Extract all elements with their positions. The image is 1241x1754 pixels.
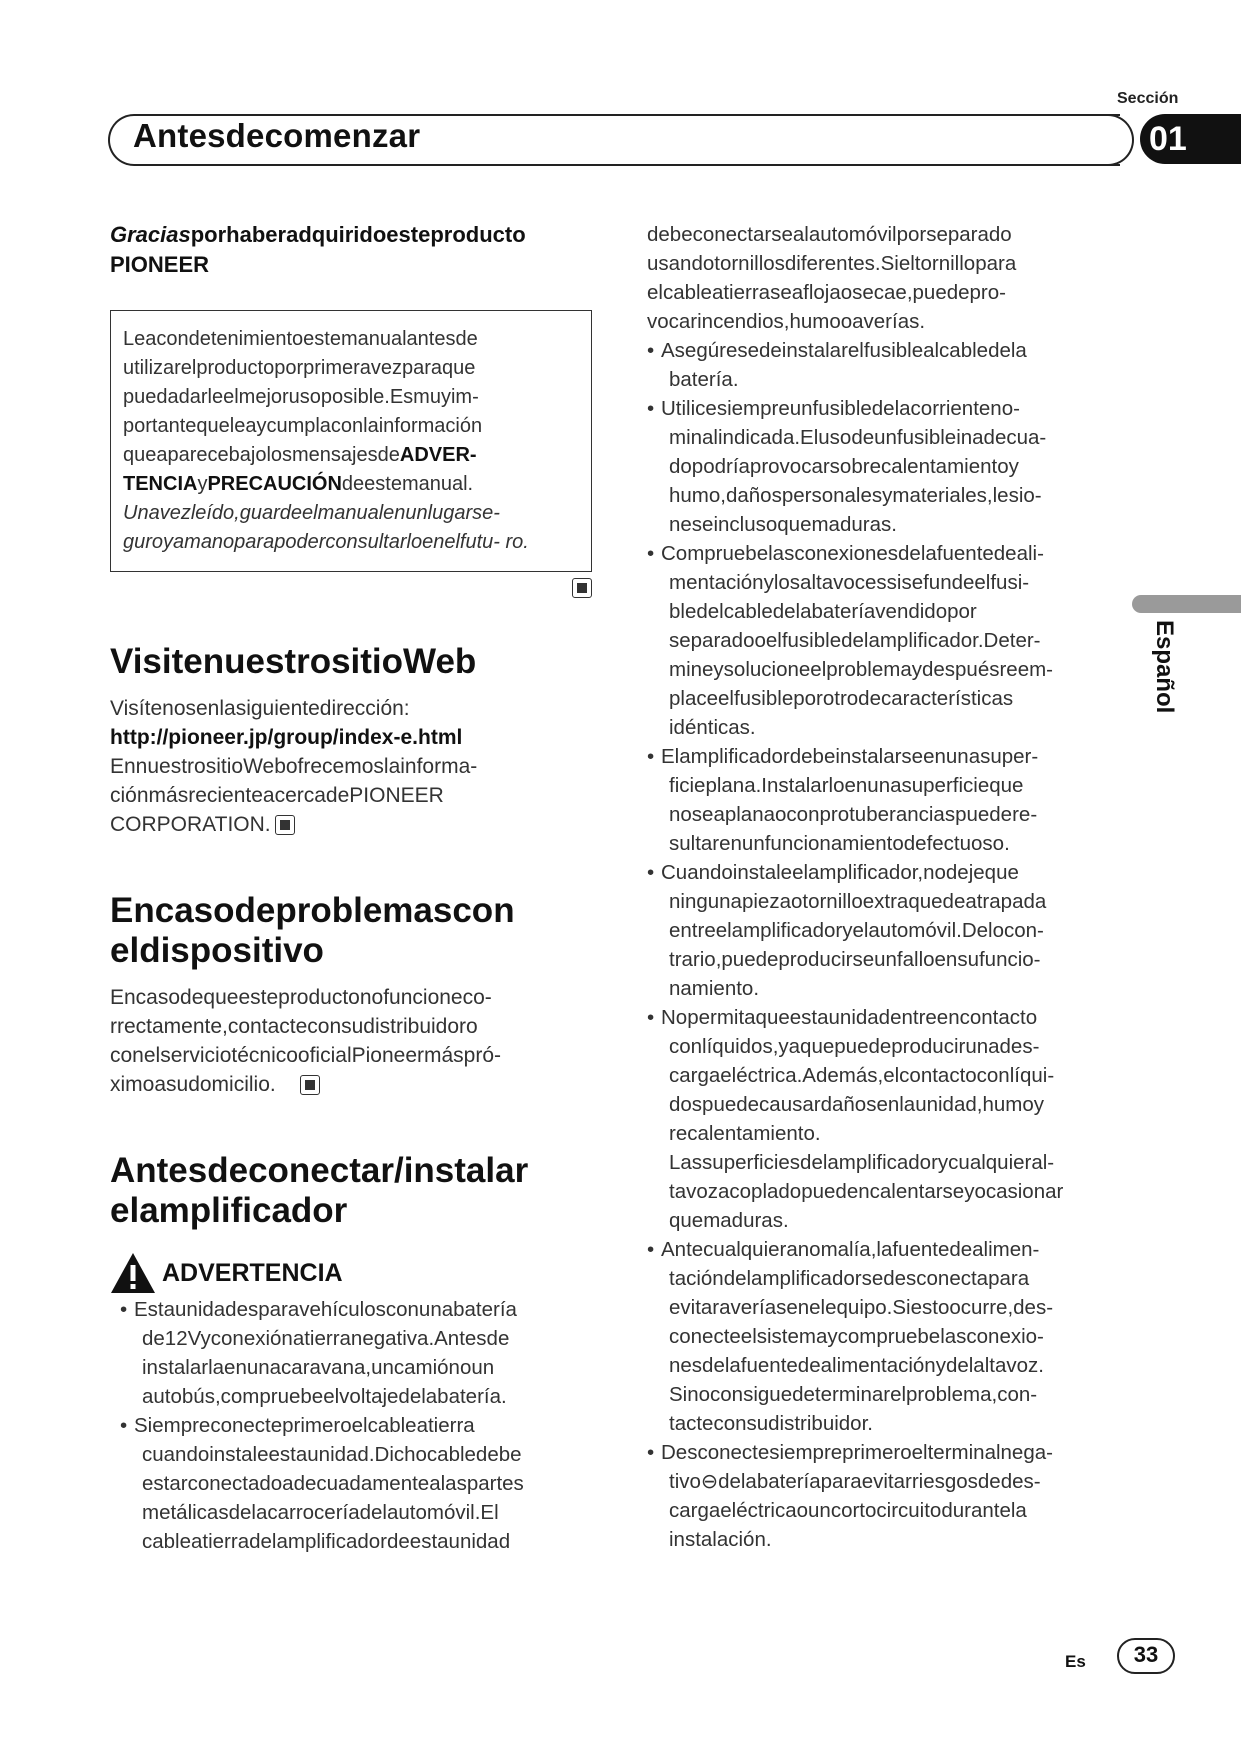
intro-title <box>110 220 590 280</box>
notice-box <box>110 310 592 572</box>
list-item: • Compruebelasconexionesdelafuentedeali- mentaciónylosaltavocessisefundeelfusi- bledelcabledelabateríavendidopor separadooelfusibledelamplificador.Deter- mineysolucioneelproblemaydespuésreem- placeelfusibleporotrodecaracterísticas idénticas. <box>637 539 1097 742</box>
page-number: 33 <box>1117 1638 1175 1674</box>
right-column <box>637 220 1097 1554</box>
warning-list-right-2 <box>637 1235 1097 1554</box>
website-section <box>110 642 590 839</box>
list-item: • Elamplificadordebeinstalarseenunasuper- ficieplana.Instalarloenunasuperficieque noseaplanaoconprotuberanciaspuedere- sultarenunfuncionamientodefectuoso. <box>637 742 1097 858</box>
warning-list-left <box>110 1295 590 1556</box>
warning-label: ADVERTENCIA <box>162 1258 343 1287</box>
problems-text: Encasodequeesteproductonofuncioneco- rrectamente,contacteconsudistribuidoro conelserviciotécnicooficialPioneermáspró- ximoasudomicilio. <box>110 986 502 1096</box>
list-item: • Utilicesiempreunfusibledelacorrienteno- minalindicada.Elusodeunfusibleinadecua- dopodríaprovocarsobrecalentamientoy humo,dañospersonalesymateriales,lesio- neseinclusoquemaduras. <box>637 394 1097 539</box>
warning-heading <box>110 1251 590 1295</box>
continued-paragraph: debeconectarsealautomóvilporseparado usandotornillosdiferentes.Sieltornillopara elcableatierraseaflojaosecae,puedepro- vocarincendios,humooaverías. <box>647 223 1017 333</box>
footer-language-code: Es <box>1065 1652 1086 1671</box>
problems-body <box>110 983 590 1099</box>
notice-text-3: deestemanual. <box>341 473 474 495</box>
install-heading: Antesdeconectar/instalar elamplificador <box>110 1151 529 1230</box>
section-end-icon <box>275 815 295 835</box>
notice-text-2: y <box>197 473 208 495</box>
intro-title-brand: PIONEER <box>110 252 210 277</box>
end-mark-row <box>110 578 592 604</box>
chapter-title: Antesdecomenzar <box>133 117 421 154</box>
list-item: • Asegúresedeinstalarelfusiblealcabledela batería. <box>637 336 1097 394</box>
left-column <box>110 220 590 1556</box>
notice-bold-caution: PRECAUCIÓN <box>207 473 342 495</box>
warning-triangle-icon <box>110 1251 156 1295</box>
section-label: Sección <box>1117 90 1179 107</box>
language-label: Español <box>1151 620 1178 714</box>
intro-title-rest: porhaberadquiridoesteproducto <box>190 222 526 247</box>
list-item: • Nopermitaqueestaunidadentreencontacto conlíquidos,yaquepuedeproducirunades- cargaeléctrica.Además,elcontactoconlíqui- dospuedecausardañosenlaunidad,humoy recalentamiento. <box>637 1003 1097 1148</box>
section-end-icon <box>300 1075 320 1095</box>
notice-bold-warning: ADVER- TENCIA <box>123 444 477 495</box>
website-line-1: Visítenosenlasiguientedirección: <box>110 697 410 720</box>
problems-section <box>110 891 590 1099</box>
install-section <box>110 1151 590 1556</box>
problems-heading: Encasodeproblemascon eldispositivo <box>110 891 515 970</box>
language-tab <box>1132 595 1241 613</box>
list-item: • Cuandoinstaleelamplificador,nodejeque ningunapiezaotornilloextraquedeatrapada entreelamplificadoryelautomóvil.Delocon- trario,puedeproducirseunfalloensufuncio- namiento. <box>637 858 1097 1003</box>
list-item: • Estaunidadesparavehículosconunabatería de12Vyconexiónatierranegativa.Antesde instalarlaenunacaravana,uncamiónoun autobús,compruebeelvoltajedelabatería. <box>110 1295 590 1411</box>
chapter-header-frame-end <box>1090 114 1134 166</box>
section-end-icon <box>572 578 592 598</box>
intro-title-italic: Gracias <box>110 222 191 247</box>
website-line-2: EnnuestrositioWebofrecemoslainforma- ciónmásrecienteacercadePIONEER CORPORATION. <box>110 755 478 836</box>
list-item: • Desconectesiempreprimeroelterminalnega- tivo⊖delabateríaparaevitarriesgosdedes- cargaeléctricaouncortocircuitodurantela instalación. <box>637 1438 1097 1554</box>
section-number-badge: 01 <box>1140 114 1241 164</box>
notice-text-1: Leacondetenimientoestemanualantesde utilizarelproductoporprimeravezparaque puedadarleelmejorusoposible.Esmuyim- portantequeleaycumplaconlainformación queaparecebajolosmensajesde <box>123 328 483 466</box>
warning-list-right <box>637 336 1097 1148</box>
website-url[interactable]: http://pioneer.jp/group/index-e.html <box>110 726 463 749</box>
website-body <box>110 694 590 839</box>
website-heading: VisitenuestrositioWeb <box>110 642 477 681</box>
notice-italic-text: Unavezleído,guardeelmanualenunlugarse- guroyamanoparapoderconsultarloenelfutu- ro. <box>123 502 529 553</box>
list-item: • Antecualquieranomalía,lafuentedealimen- tacióndelamplificadorsedesconectapara evitaraveríasenelequipo.Siestoocurre,des- conecteelsistemaycompruebelasconexio- nesdelafuentedealimentaciónydelaltavoz. Sinoconsiguedeterminarelproblema,con- tacteconsudistribuidor. <box>637 1235 1097 1438</box>
liquids-extra-paragraph: Lassuperficiesdelamplificadorycualquieral- tavozacopladopuedencalentarseyocasionar quemaduras. <box>669 1151 1064 1232</box>
list-item: • Siempreconecteprimeroelcableatierra cuandoinstaleestaunidad.Dichocabledebe estarconectadoadecuadamentealaspartes metálicasdelacarroceríadelautomóvil.El cableatierradelamplificadordeestaunidad <box>110 1411 590 1556</box>
